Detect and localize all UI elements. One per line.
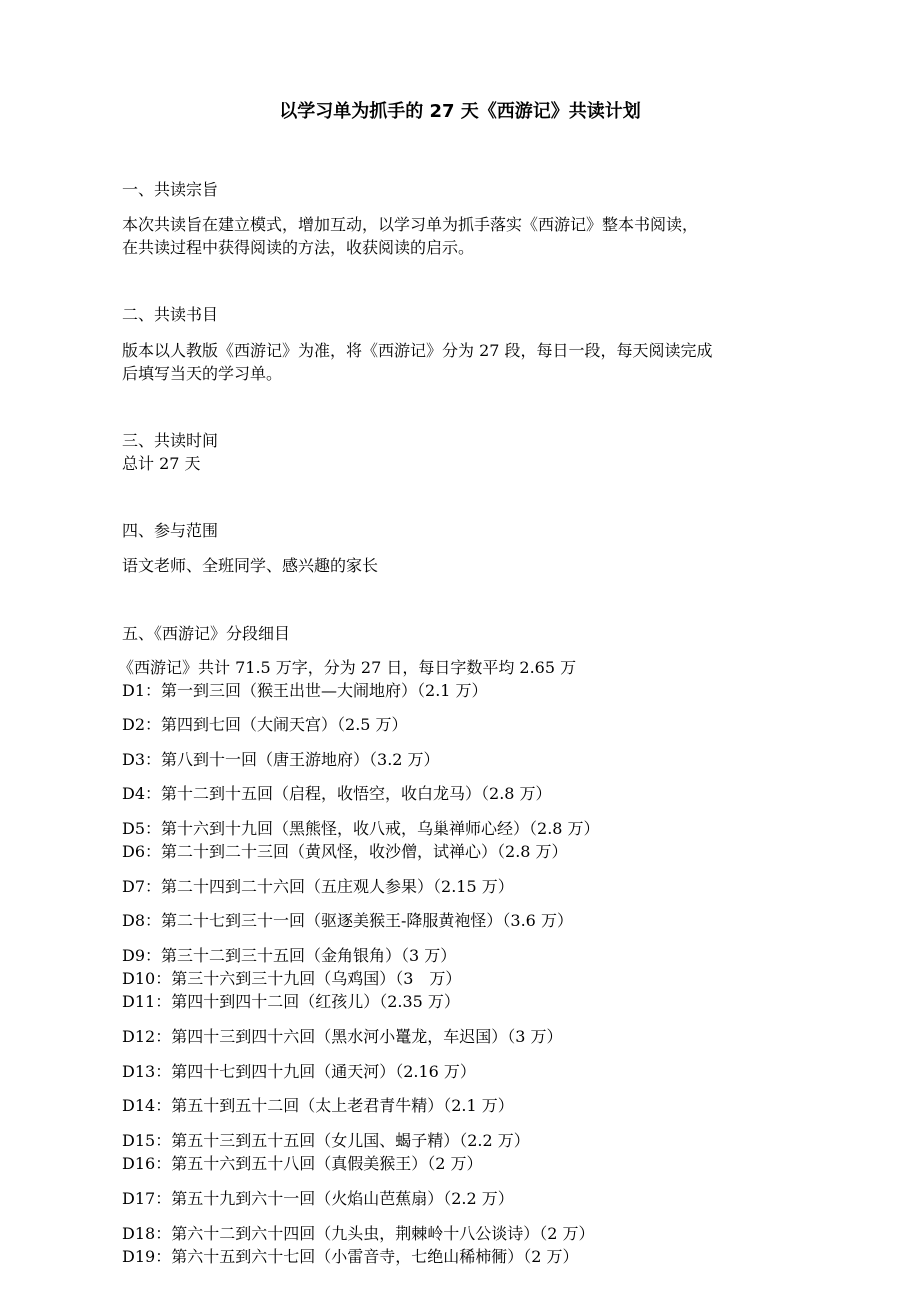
book-line-1: 版本以人教版《西游记》为准，将《西游记》分为 27 段，每日一段，每天阅读完成 — [122, 341, 713, 360]
day-item: D17：第五十九到六十一回（火焰山芭蕉扇）（2.2 万） — [122, 1189, 514, 1208]
document-title: 以学习单为抓手的 27 天《西游记》共读计划 — [279, 101, 641, 122]
day-item: D15：第五十三到五十五回（女儿国、蝎子精）（2.2 万） — [122, 1131, 530, 1150]
day-item: D6：第二十到二十三回（黄风怪，收沙僧，试禅心）（2.8 万） — [122, 842, 568, 861]
purpose-line-2: 在共读过程中获得阅读的方法，收获阅读的启示。 — [122, 238, 475, 257]
day-item: D4：第十二到十五回（启程，收悟空，收白龙马）（2.8 万） — [122, 784, 552, 803]
purpose-line-1: 本次共读旨在建立模式，增加互动，以学习单为抓手落实《西游记》整本书阅读， — [122, 215, 699, 234]
section-heading-time: 三、共读时间 — [122, 431, 219, 450]
day-item: D16：第五十六到五十八回（真假美猴王）（2 万） — [122, 1154, 483, 1173]
day-item: D19：第六十五到六十七回（小雷音寺，七绝山稀柿衕）（2 万） — [122, 1247, 579, 1266]
scope-line-1: 语文老师、全班同学、感兴趣的家长 — [122, 556, 379, 575]
day-item: D8：第二十七到三十一回（驱逐美猴王-降服黄袍怪）（3.6 万） — [122, 911, 573, 930]
day-item: D18：第六十二到六十四回（九头虫，荆棘岭十八公谈诗）（2 万） — [122, 1224, 595, 1243]
day-item: D5：第十六到十九回（黑熊怪，收八戒，乌巢禅师心经）（2.8 万） — [122, 819, 600, 838]
section-heading-schedule: 五、《西游记》分段细目 — [122, 624, 291, 643]
day-item: D1：第一到三回（猴王出世—大闹地府）（2.1 万） — [122, 681, 488, 700]
day-item: D14：第五十到五十二回（太上老君青牛精）（2.1 万） — [122, 1096, 514, 1115]
day-item: D10：第三十六到三十九回（乌鸡国）（3 万） — [122, 969, 462, 988]
day-item: D7：第二十四到二十六回（五庄观人参果）（2.15 万） — [122, 877, 514, 896]
day-item: D3：第八到十一回（唐王游地府）（3.2 万） — [122, 750, 440, 769]
time-line-1: 总计 27 天 — [122, 454, 201, 473]
day-item: D13：第四十七到四十九回（通天河）（2.16 万） — [122, 1062, 476, 1081]
day-item: D11：第四十到四十二回（红孩儿）（2.35 万） — [122, 992, 460, 1011]
day-item: D2：第四到七回（大闹天宫）（2.5 万） — [122, 715, 408, 734]
day-item: D9：第三十二到三十五回（金角银角）（3 万） — [122, 946, 457, 965]
schedule-intro: 《西游记》共计 71.5 万字，分为 27 日，每日字数平均 2.65 万 — [118, 658, 577, 677]
book-line-2: 后填写当天的学习单。 — [122, 364, 283, 383]
day-item: D12：第四十三到四十六回（黑水河小鼍龙，车迟国）（3 万） — [122, 1027, 563, 1046]
section-heading-book: 二、共读书目 — [122, 305, 219, 324]
section-heading-purpose: 一、共读宗旨 — [122, 180, 219, 199]
section-heading-scope: 四、参与范围 — [122, 521, 219, 540]
